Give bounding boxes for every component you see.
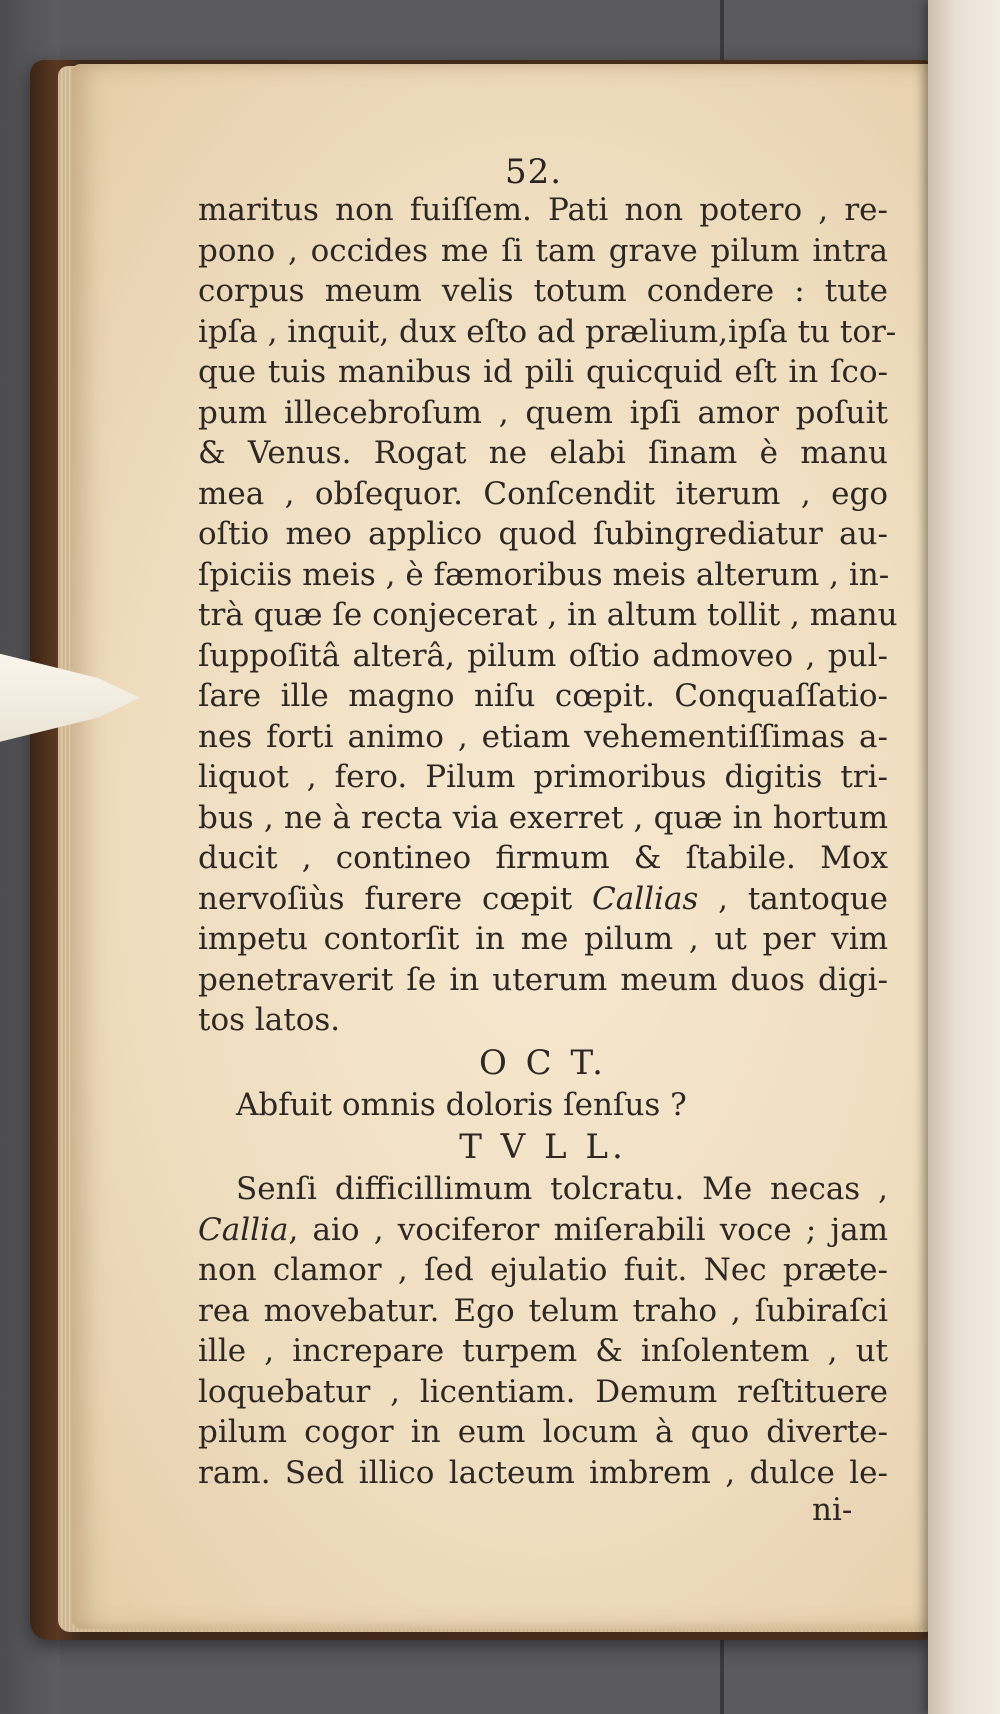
text-line: [198, 1210, 888, 1251]
text-line: pilum cogor in eum locum à quo diverte-: [198, 1414, 888, 1450]
facing-page-edge: [928, 0, 1000, 1714]
text-line: corpus meum velis totum condere : tute: [198, 273, 888, 309]
speaker-heading-tull: T V L L.: [459, 1127, 627, 1167]
text-line: mea , obſequor. Conſcendit iterum , ego: [198, 475, 888, 512]
table-seam-bottom: [720, 1640, 724, 1714]
page-text: [198, 190, 898, 1493]
name-callias: Callias: [592, 880, 699, 917]
text-line: oſtio meo applico quod ſubingrediatur au-: [198, 516, 888, 552]
text-line: que tuis manibus id pili quicquid eſt in ſco-: [198, 354, 888, 390]
text-line: Senſi difficillimum tolcratu. Me necas ,: [236, 1171, 888, 1207]
text-line: tos latos.: [198, 1002, 341, 1038]
text-line: bus , ne à recta via exerret , quæ in hortum: [198, 799, 888, 836]
text-line: maritus non fuiſſem. Pati non potero , re-: [198, 192, 888, 228]
speaker-heading-oct: O C T.: [479, 1042, 607, 1083]
question-line: Abfuit omnis doloris ſenſus ?: [236, 1086, 687, 1123]
text-line: loquebatur , licentiam. Demum reſtituere: [198, 1373, 888, 1410]
text-line: trà quæ ſe conjecerat , in altum tollit , manu: [198, 597, 898, 633]
text-line: ipſa , inquit, dux eſto ad prælium,ipſa tu tor-: [198, 313, 897, 350]
text-fragment: , aio , vociferor miſerabili voce ; jam: [288, 1211, 888, 1248]
text-fragment: nervoſiùs furere cœpit: [198, 880, 573, 917]
text-line: ram. Sed illico lacteum imbrem , dulce le-: [198, 1454, 888, 1491]
text-line: ducit , contineo firmum & ſtabile. Mox: [198, 840, 888, 876]
text-line: [198, 879, 888, 920]
text-line: pono , occides me ſi tam grave pilum intra: [198, 232, 888, 269]
text-line: rea movebatur. Ego telum traho , ſubiraſci: [198, 1292, 888, 1329]
name-callia: Callia: [198, 1211, 289, 1248]
text-line: impetu contorſit in me pilum , ut per vim: [198, 921, 888, 957]
text-line: ſuppoſitâ alterâ, pilum oſtio admoveo , pul-: [198, 637, 888, 674]
page-number: 52.: [505, 152, 563, 192]
text-line: ille , increpare turpem & inſolentem , ut: [198, 1333, 888, 1369]
text-fragment: , tantoque: [718, 880, 888, 917]
text-line: non clamor , ſed ejulatio fuit. Nec præte-: [198, 1252, 888, 1288]
text-line: & Venus. Rogat ne elabi ſinam è manu: [198, 435, 888, 471]
text-line: pum illecebroſum , quem ipſi amor poſuit: [198, 394, 888, 431]
text-line: ſpiciis meis , è fæmoribus meis alterum , in-: [198, 556, 890, 593]
text-line: nes forti animo , etiam vehementiſſimas a-: [198, 718, 888, 755]
catchword: ni-: [812, 1492, 853, 1528]
text-line: ſare ille magno niſu cœpit. Conquaſſatio-: [198, 678, 888, 714]
text-line: liquot , fero. Pilum primoribus digitis tri-: [198, 759, 888, 795]
text-line: penetraverit ſe in uterum meum duos digi-: [198, 961, 888, 998]
